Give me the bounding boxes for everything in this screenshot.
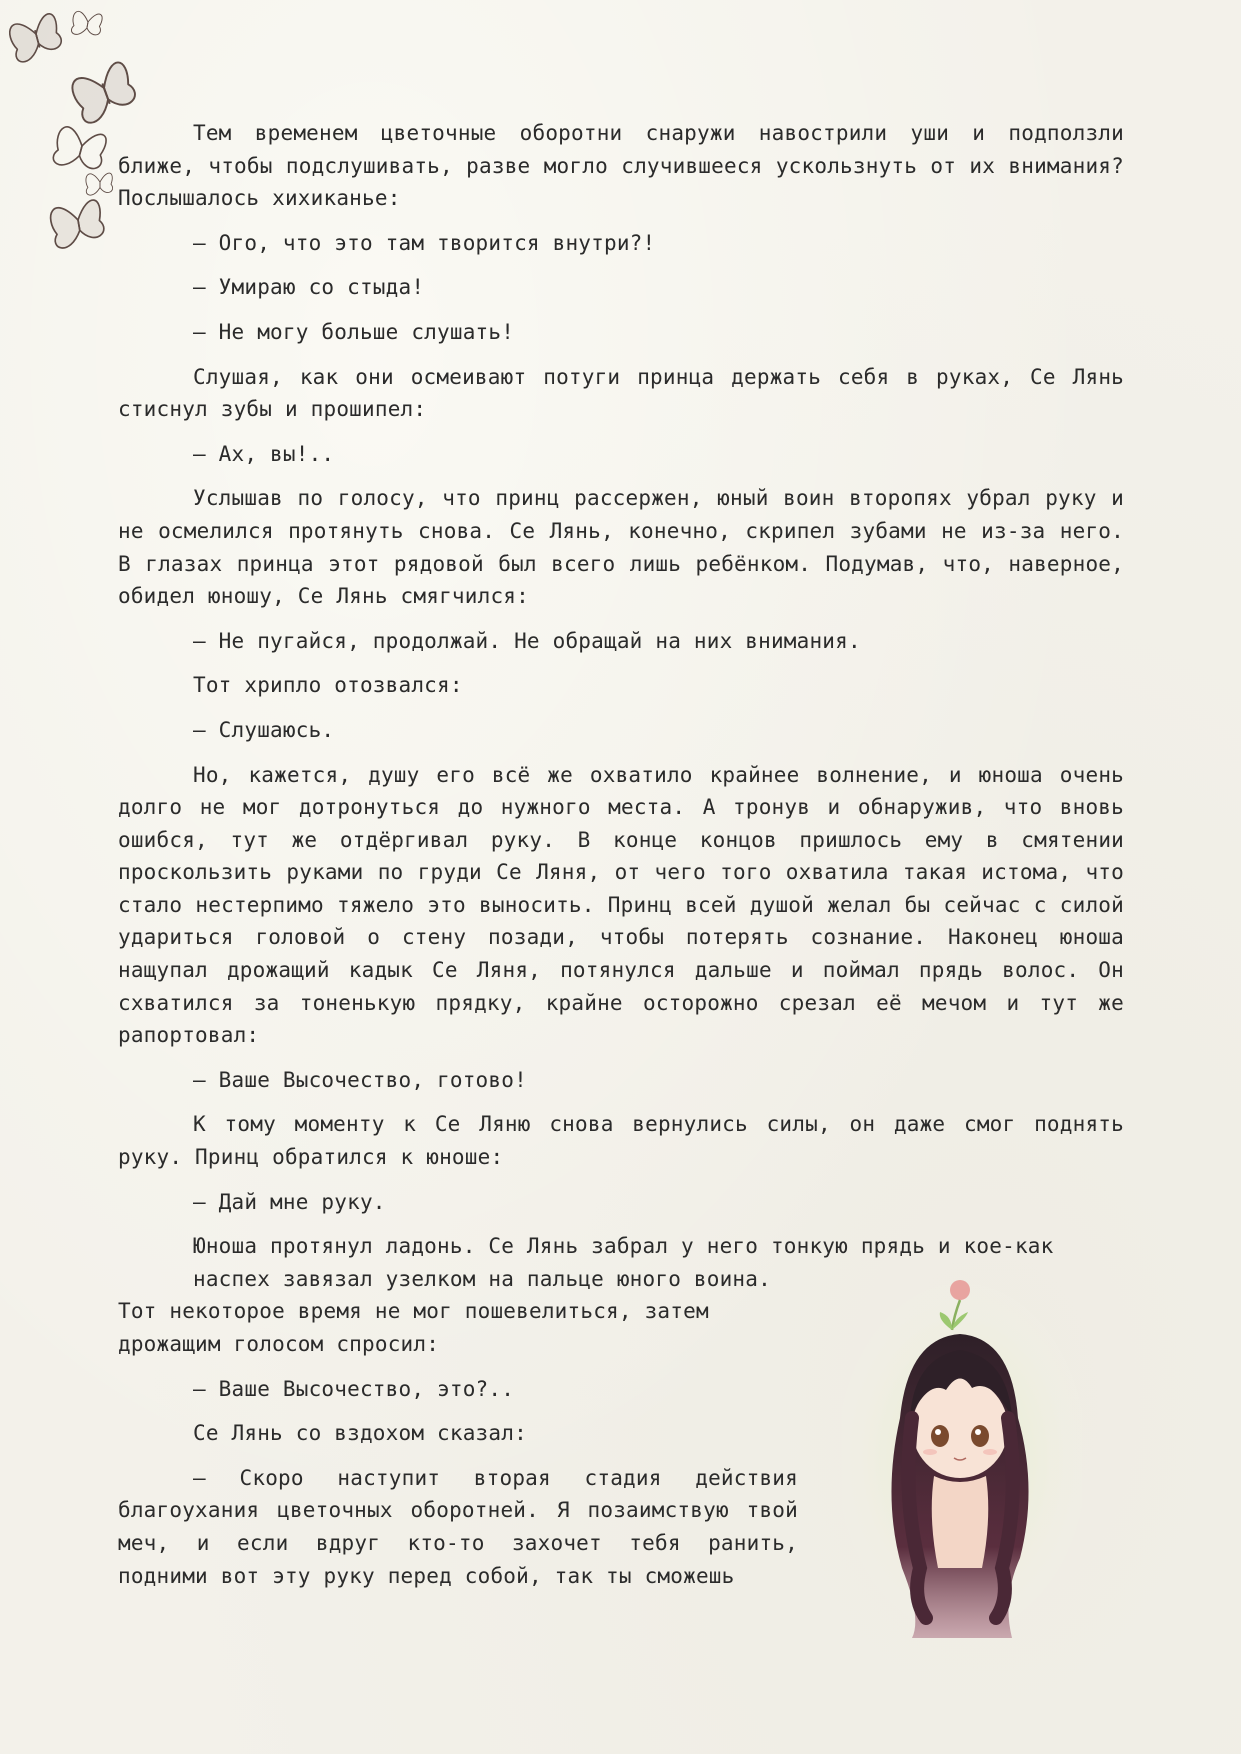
paragraph: — Не могу больше слушать!: [193, 319, 515, 344]
paragraph: Слушая, как они осмеивают потуги принца держать себя в руках, Се Лянь стиснул зубы и прошипел:: [118, 364, 1124, 422]
paragraph: Се Лянь со вздохом сказал:: [193, 1421, 527, 1446]
paragraph: — Ваше Высочество, готово!: [193, 1067, 527, 1092]
paragraph: Тот хрипло отозвался:: [193, 673, 463, 698]
document-body: [118, 117, 1124, 1604]
paragraph: — Слушаюсь.: [193, 717, 335, 742]
paragraph: К тому моменту к Се Ляню снова вернулись силы, он даже смог поднять руку. Принц обратился к юноше:: [118, 1112, 1124, 1170]
paragraph: Тем временем цветочные оборотни снаружи навострили уши и подползли ближе, чтобы подслушивать, разве могло случившееся ускользнуть от их внимания? Послышалось хихиканье:: [118, 121, 1124, 211]
paragraph: Но, кажется, душу его всё же охватило крайнее волнение, и юноша очень долго не мог дотронуться до нужного места. А тронув и обнаружив, что вновь ошибся, тут же отдёргивал руку. В конце концов пришлось ему в смятении проскользить руками по груди Се Ляня, от чего того охватила такая истома, что стало нестерпимо тяжело это выносить. Принц всей душой желал бы сейчас с силой удариться головой о стену позади, чтобы потерять сознание. Наконец юноша нащупал дрожащий кадык Се Ляня, потянулся дальше и поймал прядь волос. Он схватился за тоненькую прядку, крайне осторожно срезал её мечом и тут же рапортовал:: [118, 762, 1124, 1048]
paragraph: — Дай мне руку.: [193, 1189, 386, 1214]
paragraph-line: наспех завязал узелком на пальце юного воина.: [193, 1266, 771, 1291]
paragraph-line: Тот некоторое время не мог пошевелиться, затем: [118, 1299, 709, 1324]
paragraph: Услышав по голосу, что принц рассержен, юный воин второпях убрал руку и не осмелился протянуть снова. Се Лянь, конечно, скрипел зубами не из-за него. В глазах принца этот рядовой был всего лишь ребёнком. Подумав, что, наверное, обидел юношу, Се Лянь смягчился:: [118, 486, 1124, 609]
paragraph: — Скоро наступит вторая стадия действия благоухания цветочных оборотней. Я позаимствую твой меч, и если вдруг кто-то захочет тебя ранить, подними вот эту руку перед собой, так ты сможешь: [118, 1465, 798, 1588]
paragraph: — Ах, вы!..: [193, 441, 335, 466]
paragraph-line: Юноша протянул ладонь. Се Лянь забрал у него тонкую прядь и кое-как: [193, 1234, 1054, 1259]
paragraph: [118, 1230, 1124, 1360]
paragraph: — Ого, что это там творится внутри?!: [193, 230, 656, 255]
paragraph: — Ваше Высочество, это?..: [193, 1376, 515, 1401]
paragraph: — Умираю со стыда!: [193, 275, 425, 300]
paragraph-line: дрожащим голосом спросил:: [118, 1332, 440, 1356]
paragraph: — Не пугайся, продолжай. Не обращай на них внимания.: [193, 628, 861, 653]
